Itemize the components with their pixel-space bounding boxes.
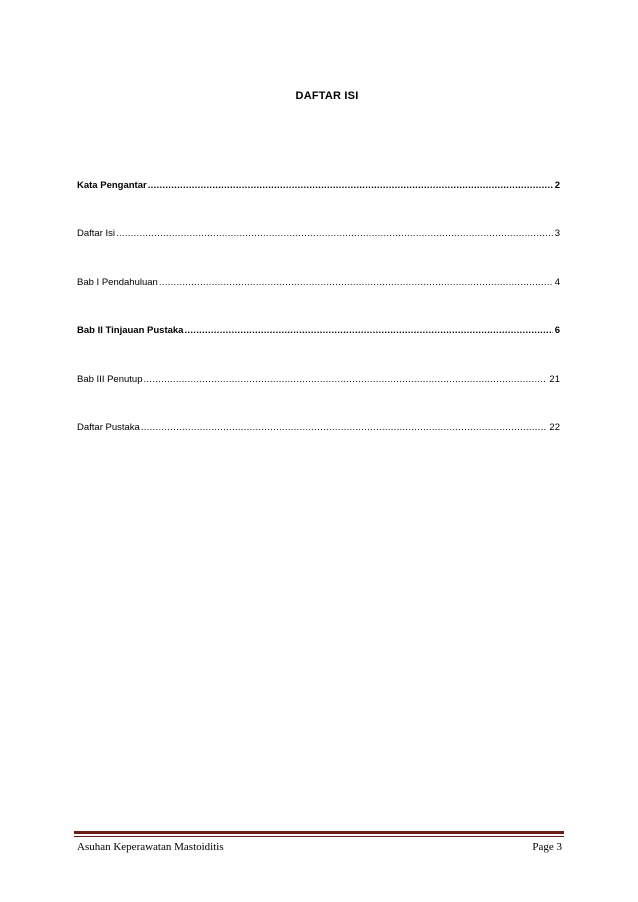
toc-entry-daftar-isi[interactable]: [77, 228, 560, 240]
toc-dot-leader: [184, 325, 552, 337]
toc-dot-leader: [159, 277, 553, 289]
toc-entry-bab-i[interactable]: [77, 277, 560, 289]
page-footer: [77, 840, 562, 854]
toc-entry-daftar-pustaka[interactable]: [77, 422, 560, 434]
toc-entry-kata-pengantar[interactable]: [77, 180, 560, 192]
toc-entry-page-number: 3: [554, 228, 560, 240]
toc-entry-label: Daftar Pustaka: [77, 421, 140, 433]
toc-entry-page-number: 4: [554, 276, 560, 288]
footer-divider-thin: [74, 836, 564, 837]
page-title: DAFTAR ISI: [295, 90, 359, 102]
toc-entry-label: Bab II Tinjauan Pustaka: [77, 325, 184, 337]
toc-entry-page-number: 22: [549, 421, 560, 433]
toc-entry-label: Bab I Pendahuluan: [77, 276, 158, 288]
toc-entry-label: Daftar Isi: [77, 228, 116, 240]
toc-entry-page-number: 6: [554, 325, 560, 337]
toc-entry-label: Kata Pengantar: [77, 180, 147, 191]
footer-page-number: Page 3: [532, 841, 562, 853]
table-of-contents: [77, 180, 560, 470]
toc-entry-bab-ii[interactable]: [77, 325, 560, 337]
toc-dot-leader: [148, 180, 553, 192]
toc-entry-page-number: 2: [554, 180, 560, 191]
toc-dot-leader: [116, 228, 553, 240]
toc-dot-leader: [141, 422, 548, 434]
footer-document-title: Asuhan Keperawatan Mastoiditis: [77, 841, 224, 853]
toc-entry-label: Bab III Penutup: [77, 373, 143, 385]
toc-entry-page-number: 21: [549, 373, 560, 385]
toc-entry-bab-iii[interactable]: [77, 374, 560, 386]
toc-dot-leader: [144, 374, 548, 386]
footer-divider-thick: [74, 831, 564, 834]
